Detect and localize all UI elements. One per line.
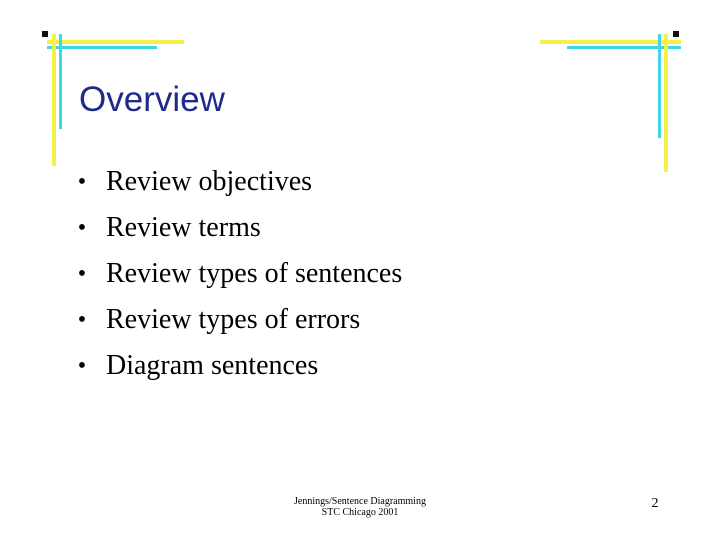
frame-corner-square [42,31,48,37]
bullet-icon: • [77,169,87,195]
frame-line [47,46,157,49]
frame-line [59,34,62,129]
frame-corner-square [673,31,679,37]
footer-line-event: STC Chicago 2001 [321,507,399,518]
page-number: 2 [651,496,659,511]
list-item-text: Review terms [106,212,261,243]
list-item-text: Review objectives [106,166,313,197]
slide-footer [260,496,460,518]
footer-line-author: Jennings/Sentence Diagramming [294,496,426,507]
bullet-icon: • [77,353,87,379]
list-item-text: Diagram sentences [106,350,319,381]
slide-title: Overview [79,80,225,119]
list-item-text: Review types of errors [106,304,361,335]
frame-line [658,34,661,138]
frame-line [52,34,56,166]
bullet-icon: • [77,261,87,287]
bullet-icon: • [77,215,87,241]
list-item-text: Review types of sentences [106,258,403,289]
bullet-icon: • [77,307,87,333]
frame-line [664,34,668,172]
frame-line [47,40,184,44]
